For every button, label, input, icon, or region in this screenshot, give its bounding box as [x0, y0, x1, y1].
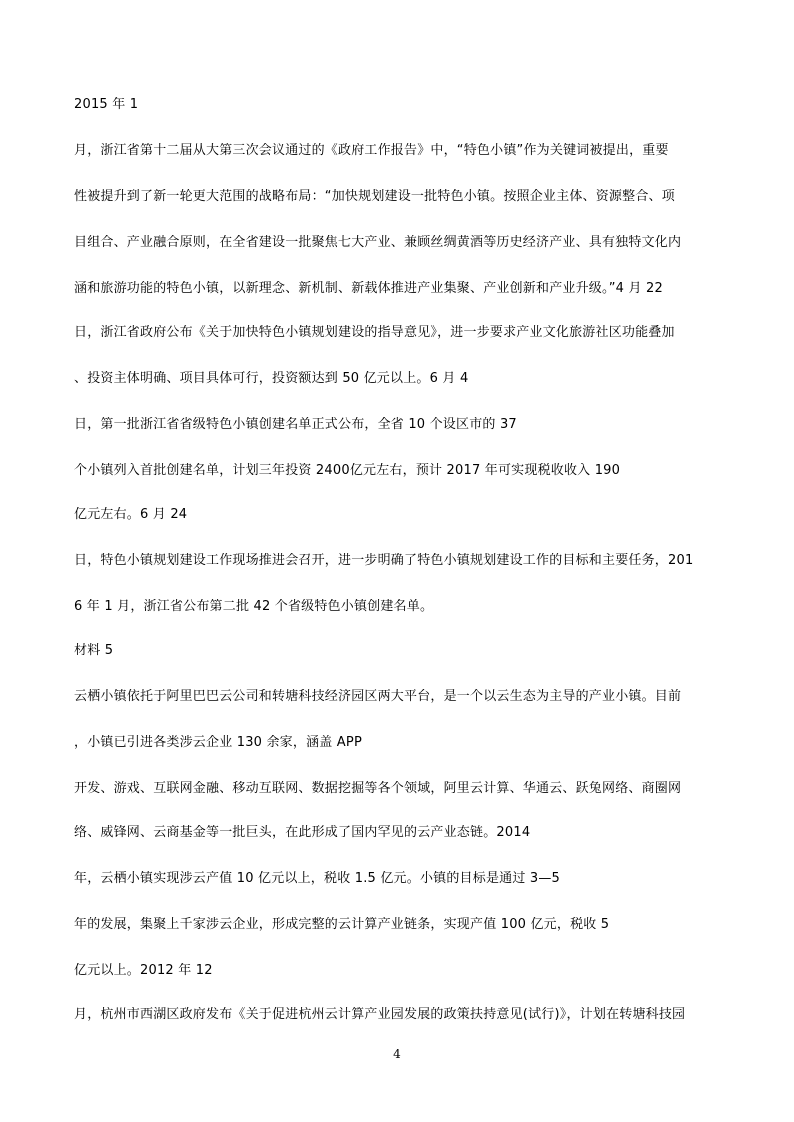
text-line: 月，浙江省第十二届从大第三次会议通过的《政府工作报告》中，“特色小镇”作为关键词被提出，重要	[74, 143, 669, 158]
page-number: 4	[393, 1047, 401, 1061]
text-line: 开发、游戏、互联网金融、移动互联网、数据挖掘等各个领域，阿里云计算、华通云、跃兔网络、商圈网	[74, 781, 682, 796]
text-line: 云栖小镇依托于阿里巴巴云公司和转塘科技经济园区两大平台，是一个以云生态为主导的产业小镇。目前	[74, 689, 682, 704]
text-line: 2015 年 1	[74, 97, 139, 112]
text-line: 日，第一批浙江省省级特色小镇创建名单正式公布，全省 10 个设区市的 37	[74, 417, 517, 432]
section-heading: 材料 5	[74, 643, 114, 658]
text-line: 亿元左右。6 月 24	[74, 507, 188, 522]
text-line: ，小镇已引进各类涉云企业 130 余家，涵盖 APP	[74, 735, 362, 750]
text-line: 个小镇列入首批创建名单，计划三年投资 2400亿元左右，预计 2017 年可实现税收收入 190	[74, 463, 621, 478]
text-line: 络、威锋网、云商基金等一批巨头，在此形成了国内罕见的云产业态链。2014	[74, 825, 531, 840]
text-line: 涵和旅游功能的特色小镇，以新理念、新机制、新载体推进产业集聚、产业创新和产业升级。”4 月 22	[74, 281, 663, 296]
text-line: 性被提升到了新一轮更大范围的战略布局：“加快规划建设一批特色小镇。按照企业主体、资源整合、项	[74, 189, 675, 204]
text-line: 年，云栖小镇实现涉云产值 10 亿元以上，税收 1.5 亿元。小镇的目标是通过 3—5	[74, 871, 561, 886]
text-line: 目组合、产业融合原则，在全省建设一批聚焦七大产业、兼顾丝绸黄酒等历史经济产业、具有独特文化内	[74, 235, 682, 250]
text-line: 月，杭州市西湖区政府发布《关于促进杭州云计算产业园发展的政策扶持意见(试行)》，计划在转塘科技园	[74, 1007, 686, 1022]
text-line: 6 年 1 月，浙江省公布第二批 42 个省级特色小镇创建名单。	[74, 599, 434, 614]
text-line: 日，浙江省政府公布《关于加快特色小镇规划建设的指导意见》，进一步要求产业文化旅游社区功能叠加	[74, 325, 675, 340]
text-line: 年的发展，集聚上千家涉云企业，形成完整的云计算产业链条，实现产值 100 亿元，税收 5	[74, 917, 610, 932]
text-line: 亿元以上。2012 年 12	[74, 963, 213, 978]
text-line: 、投资主体明确、项目具体可行，投资额达到 50 亿元以上。6 月 4	[74, 371, 469, 386]
text-line: 日，特色小镇规划建设工作现场推进会召开，进一步明确了特色小镇规划建设工作的目标和主要任务，201	[74, 553, 694, 568]
